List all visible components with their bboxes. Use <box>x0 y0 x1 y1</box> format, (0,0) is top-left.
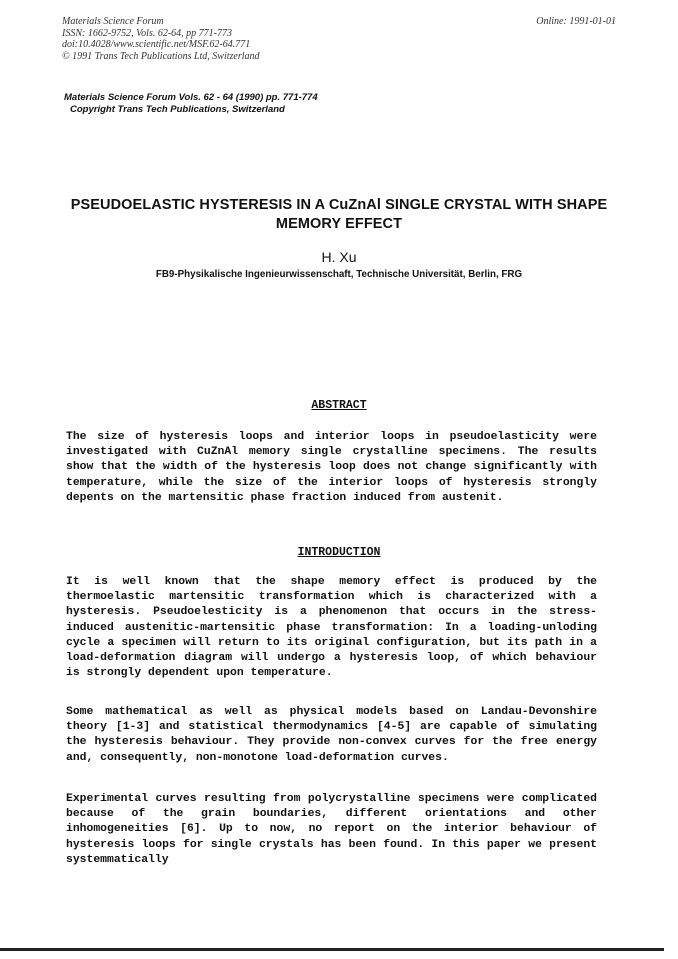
journal-copyright: Copyright Trans Tech Publications, Switzerland <box>70 104 285 115</box>
intro-paragraph-1: It is well known that the shape memory effect is produced by the thermoelastic martensitic transformation which is characterized with a hysteresis. Pseudoelesticity is a phenomenon that occurs in the stress-induced austenitic-martensitic phase transformation: In a loading-unloding cycle a specimen will return to its original configuration, but its path in a load-deformation diagram will undergo a hysteresis loop, of which behaviour is strongly dependent upon temperature. <box>66 576 597 680</box>
intro-paragraph-2: Some mathematical as well as physical models based on Landau-Devonshire theory [1-3] and statistical thermodynamics [4-5] are capable of simulating the hysteresis behaviour. They provide non-convex curves for the free energy and, consequently, non-monotone load-deformation curves. <box>66 706 597 764</box>
journal-citation <box>64 92 318 116</box>
meta-line: ISSN: 1662-9752, Vols. 62-64, pp 771-773 <box>62 27 232 39</box>
introduction-heading: INTRODUCTION <box>297 546 381 559</box>
meta-line: © 1991 Trans Tech Publications Ltd, Switzerland <box>62 50 260 62</box>
abstract-text: The size of hysteresis loops and interior loops in pseudoelasticity were investigated with CuZnAl memory single crystalline specimens. The results show that the width of the hysteresis loop does not change significantly with temperature, while the size of the interior loops of hysteresis strongly depents on the martensitic phase fraction induced from austenit. <box>66 431 597 504</box>
paper-title: PSEUDOELASTIC HYSTERESIS IN A CuZnAl SINGLE CRYSTAL WITH SHAPE MEMORY EFFECT <box>70 197 608 232</box>
meta-line: doi:10.4028/www.scientific.net/MSF.62-64.771 <box>62 39 251 50</box>
author-affiliation: FB9-Physikalische Ingenieurwissenschaft, Technische Universität, Berlin, FRG <box>155 269 523 280</box>
publication-metadata <box>62 16 260 62</box>
page-bottom-rule <box>0 948 664 951</box>
author-name: H. Xu <box>321 249 357 265</box>
online-date: Online: 1991-01-01 <box>536 16 616 27</box>
journal-volume: Materials Science Forum Vols. 62 - 64 (1990) pp. 771-774 <box>64 92 318 103</box>
meta-line: Materials Science Forum <box>62 16 164 27</box>
abstract-heading: ABSTRACT <box>311 399 367 412</box>
intro-paragraph-3: Experimental curves resulting from polycrystalline specimens were complicated because of the grain boundaries, different orientations and other inhomogeneities [6]. Up to now, no report on the interior behaviour of hysteresis loops for single crystals has been found. In this paper we present systemmatically <box>66 793 597 866</box>
